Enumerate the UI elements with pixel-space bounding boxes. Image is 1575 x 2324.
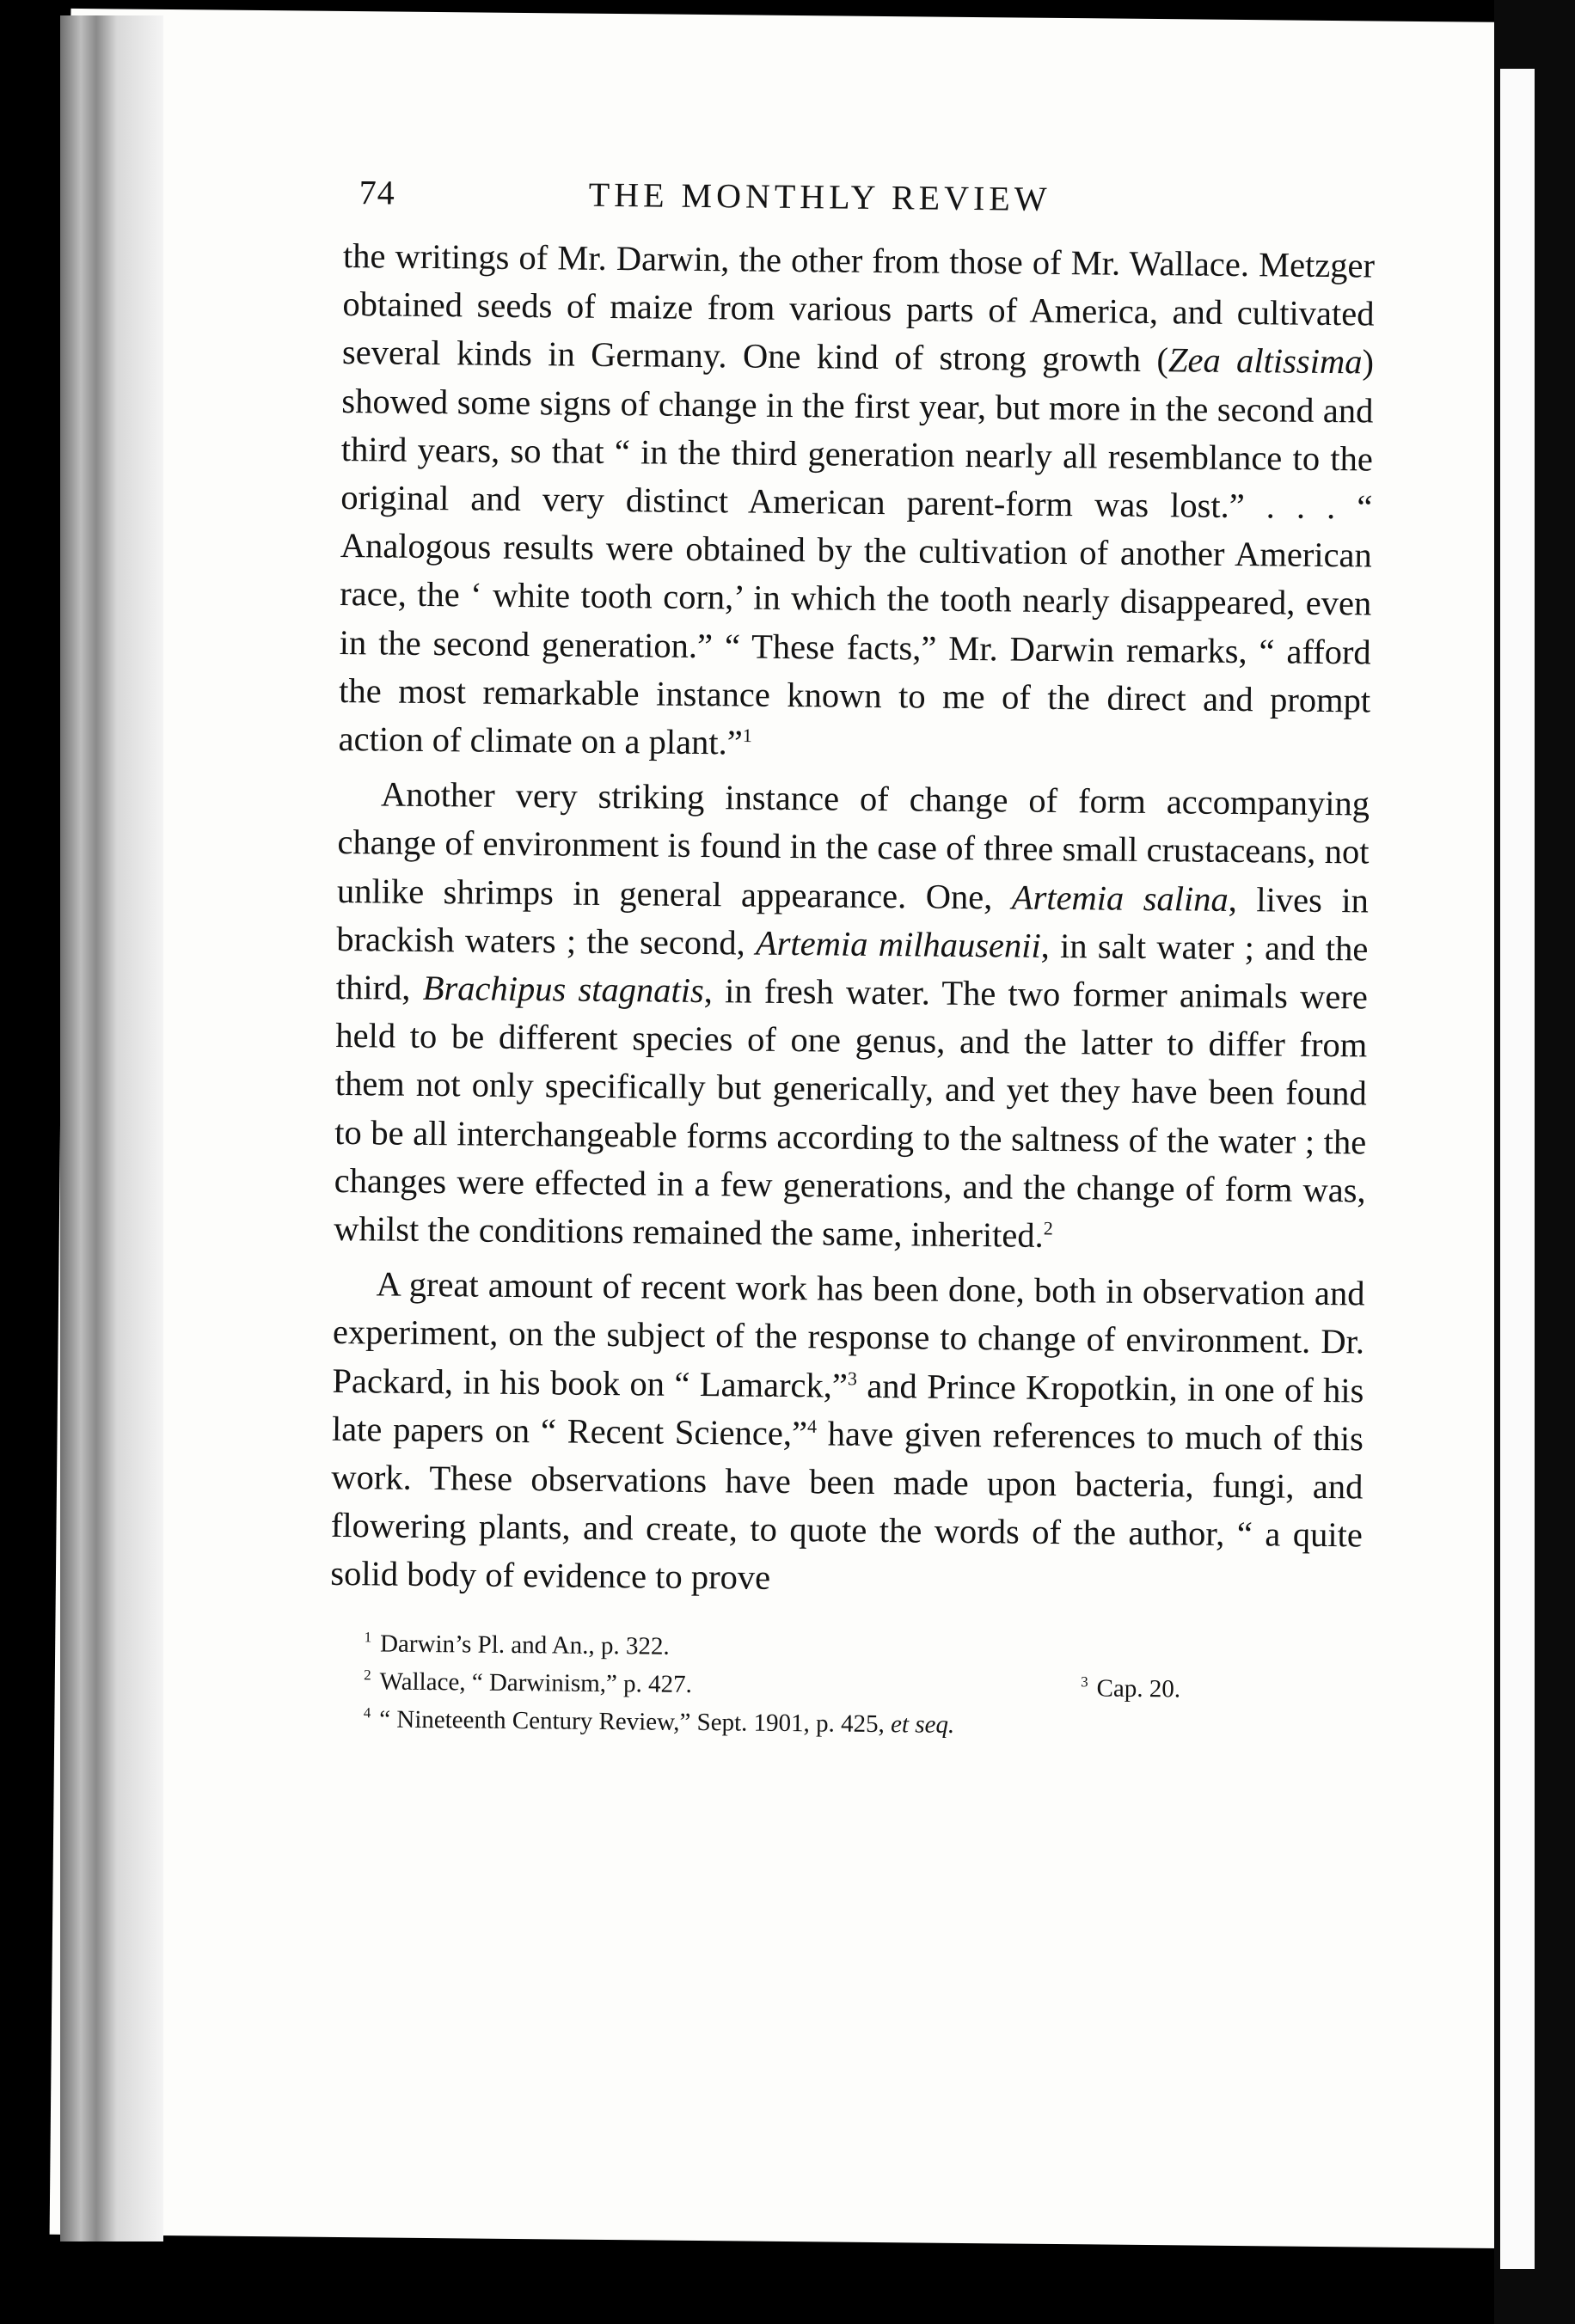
footnotes [329,1624,1362,1748]
footnote-italic: et seq. [890,1709,955,1739]
paragraph-text: Another very striking instance of change of form accompanying change of environment is found in the case of three small crustaceans, not unlike shrimps in general appearance. One, [336,774,1370,917]
running-title: THE MONTHLY REVIEW [588,174,1051,218]
paragraph-1 [338,232,1375,774]
footnote-2 [364,1662,692,1703]
footnote-mark: 2 [364,1667,371,1684]
paragraph-3 [330,1260,1365,1608]
paragraph-text: the writings of Mr. Darwin, the other from those of Mr. Wallace. Metzger obtained seeds of maize from various parts of America, and cultivated several kinds in Germany. One kind of strong growth ( [341,235,1376,380]
running-head [343,172,1376,242]
facing-page-edge [1500,69,1535,2269]
footnote-4 [364,1700,955,1744]
paragraph-text: A great amount of recent work has been done, both in observation and experiment, on the subject of the response to change of environment. Dr. Packard, in his book on “ Lamarck,” [332,1264,1365,1405]
page-content [329,172,1376,1747]
footnote-1 [364,1624,670,1665]
paragraph-text: ) showed some signs of change in the first year, but more in the second and third years, so that “ in the third generation nearly all resemblance to the original and very distinct American parent-form was lost.” . . . “ Analogous results were obtained by the cultivation of another American race, the ‘ white tooth corn,’ in which the tooth nearly disappeared, even in the second generation.” “ These facts,” Mr. Darwin remarks, “ afford the most remarkable instance known to me of the direct and prompt action of climate on a plant.” [338,342,1375,762]
paragraph-text: and Prince Kropotkin, in one of his late papers on “ Recent Science,” [331,1366,1364,1453]
footnote-mark: 3 [1081,1673,1088,1691]
paragraph-text: , in salt water ; and the third, [335,926,1369,1007]
species-name: Artemia salina [1011,878,1229,919]
species-name: Brachipus stagnatis [422,968,704,1011]
paragraph-text: have given references to much of this work. These observations have been made upon bacteria, fungi, and flowering plants, and create, to quote the words of the author, “ a quite solid body of evidence to prove [330,1414,1364,1598]
footnote-ref: 1 [742,725,752,747]
footnote-ref: 4 [806,1415,818,1437]
footnote-ref: 3 [847,1367,858,1389]
paragraph-text: , in fresh water. The two former animals were held to be different species of one genus, and the latter to differ from them not only specifically but generically, and yet they have been found to be all interchangeable forms according to the saltness of the water ; the changes were effected in a few generations, and the change of form was, whilst the conditions remained the same, inherited. [333,971,1369,1255]
footnote-ref: 2 [1043,1217,1053,1239]
species-name: Artemia milhausenii [755,923,1041,965]
footnote-text: Wallace, “ Darwinism,” p. 427. [379,1667,693,1698]
footnote-text: “ Nineteenth Century Review,” Sept. 1901, p. 425, [379,1705,892,1738]
page-number: 74 [359,173,395,212]
footnote-mark: 4 [363,1704,371,1722]
paragraph-2 [334,770,1370,1263]
footnote-text: Darwin’s Pl. and An., p. 322. [379,1630,670,1660]
footnote-3 [1081,1669,1180,1708]
book-spine [60,15,163,2241]
paragraph-text: , lives in brackish waters ; the second, [336,879,1370,963]
footnote-mark: 1 [364,1629,372,1646]
footnote-text: Cap. 20. [1096,1674,1181,1703]
species-name: Zea altissima [1167,340,1363,382]
